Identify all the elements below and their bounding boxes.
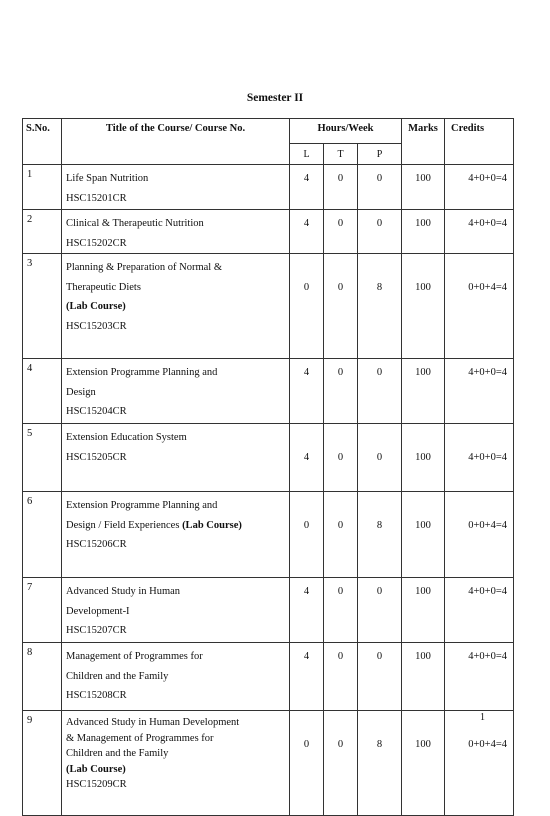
row-credits: 0+0+4=4 — [445, 254, 514, 359]
course-code: HSC15203CR — [66, 320, 127, 332]
title-line: Extension Programme Planning and — [66, 367, 218, 378]
title-line: Extension Education System — [66, 432, 187, 443]
title-line: Development-I — [66, 605, 130, 617]
row-sno: 3 — [23, 254, 62, 359]
header-marks: Marks — [402, 119, 445, 165]
course-code: HSC15209CR — [66, 779, 127, 790]
lab-course-label: (Lab Course) — [66, 301, 126, 312]
row-marks: 100 — [402, 254, 445, 359]
row-title — [62, 492, 290, 578]
row-title — [62, 578, 290, 643]
row-title — [62, 210, 290, 254]
page-number: 1 — [480, 712, 485, 723]
table-row — [23, 492, 514, 578]
header-title: Title of the Course/ Course No. — [62, 119, 290, 165]
course-code: HSC15205CR — [66, 451, 127, 463]
row-sno: 6 — [23, 492, 62, 578]
row-marks: 100 — [402, 492, 445, 578]
row-marks: 100 — [402, 424, 445, 492]
row-title — [62, 359, 290, 424]
row-credits: 4+0+0=4 — [445, 578, 514, 643]
header-l: L — [290, 144, 324, 165]
row-p: 0 — [358, 165, 402, 210]
title-line-text: Design / Field Experiences — [66, 519, 183, 531]
course-code: HSC15207CR — [66, 625, 127, 636]
row-credits: 4+0+0=4 — [445, 643, 514, 711]
row-t: 0 — [324, 578, 358, 643]
row-t: 0 — [324, 643, 358, 711]
row-t: 0 — [324, 210, 358, 254]
title-line: Children and the Family — [66, 670, 169, 682]
row-l: 4 — [290, 359, 324, 424]
row-marks: 100 — [402, 359, 445, 424]
course-code: HSC15204CR — [66, 406, 127, 417]
course-code: HSC15201CR — [66, 192, 127, 204]
row-credits: 4+0+0=4 — [445, 165, 514, 210]
title-line — [66, 516, 289, 536]
title-line: Therapeutic Diets — [66, 281, 141, 293]
row-l: 0 — [290, 254, 324, 359]
title-line: Clinical & Therapeutic Nutrition — [66, 218, 204, 229]
row-sno: 1 — [23, 165, 62, 210]
row-p: 8 — [358, 254, 402, 359]
table-row — [23, 165, 514, 210]
title-line: Planning & Preparation of Normal & — [66, 262, 223, 273]
title-line: Management of Programmes for — [66, 651, 203, 662]
table-row — [23, 210, 514, 254]
row-credits: 0+0+4=4 — [445, 711, 514, 816]
row-marks: 100 — [402, 165, 445, 210]
lab-course-label: (Lab Course) — [66, 763, 126, 775]
page-title: Semester II — [246, 92, 304, 104]
row-l: 4 — [290, 643, 324, 711]
row-title — [62, 643, 290, 711]
title-line: Advanced Study in Human — [66, 586, 181, 597]
row-p: 0 — [358, 424, 402, 492]
row-t: 0 — [324, 254, 358, 359]
row-title — [62, 711, 290, 816]
header-p: P — [358, 144, 402, 165]
row-t: 0 — [324, 711, 358, 816]
row-p: 0 — [358, 643, 402, 711]
title-line: Children and the Family — [66, 748, 169, 759]
row-t: 0 — [324, 424, 358, 492]
header-row — [23, 119, 514, 144]
row-p: 8 — [358, 492, 402, 578]
row-sno: 2 — [23, 210, 62, 254]
row-t: 0 — [324, 165, 358, 210]
header-t: T — [324, 144, 358, 165]
row-l: 4 — [290, 424, 324, 492]
row-title — [62, 424, 290, 492]
table-row — [23, 254, 514, 359]
row-t: 0 — [324, 492, 358, 578]
row-p: 0 — [358, 359, 402, 424]
table-row — [23, 424, 514, 492]
row-l: 4 — [290, 578, 324, 643]
row-sno: 8 — [23, 643, 62, 711]
row-p: 0 — [358, 578, 402, 643]
row-l: 4 — [290, 210, 324, 254]
row-marks: 100 — [402, 210, 445, 254]
title-line: Life Span Nutrition — [66, 173, 149, 184]
row-credits: 4+0+0=4 — [445, 424, 514, 492]
row-credits: 0+0+4=4 — [445, 492, 514, 578]
title-line: Extension Programme Planning and — [66, 500, 218, 511]
title-line: Advanced Study in Human Development — [66, 717, 240, 728]
row-sno: 9 — [23, 711, 62, 816]
title-line: Design — [66, 386, 96, 398]
row-p: 8 — [358, 711, 402, 816]
row-l: 4 — [290, 165, 324, 210]
row-marks: 100 — [402, 711, 445, 816]
header-sno: S.No. — [23, 119, 62, 165]
row-sno: 4 — [23, 359, 62, 424]
row-t: 0 — [324, 359, 358, 424]
row-credits: 4+0+0=4 — [445, 359, 514, 424]
table-row — [23, 711, 514, 816]
row-marks: 100 — [402, 578, 445, 643]
row-title — [62, 165, 290, 210]
lab-course-label: (Lab Course) — [182, 519, 242, 531]
course-table — [22, 118, 514, 816]
table-row — [23, 359, 514, 424]
row-title — [62, 254, 290, 359]
row-sno: 5 — [23, 424, 62, 492]
row-l: 0 — [290, 492, 324, 578]
table-row — [23, 643, 514, 711]
row-l: 0 — [290, 711, 324, 816]
title-line: & Management of Programmes for — [66, 732, 214, 744]
course-code: HSC15208CR — [66, 690, 127, 701]
header-credits: Credits — [445, 119, 514, 165]
row-credits: 4+0+0=4 — [445, 210, 514, 254]
row-p: 0 — [358, 210, 402, 254]
row-sno: 7 — [23, 578, 62, 643]
course-code: HSC15202CR — [66, 237, 127, 249]
course-code: HSC15206CR — [66, 539, 127, 550]
table-row — [23, 578, 514, 643]
header-hours: Hours/Week — [290, 119, 402, 144]
row-marks: 100 — [402, 643, 445, 711]
